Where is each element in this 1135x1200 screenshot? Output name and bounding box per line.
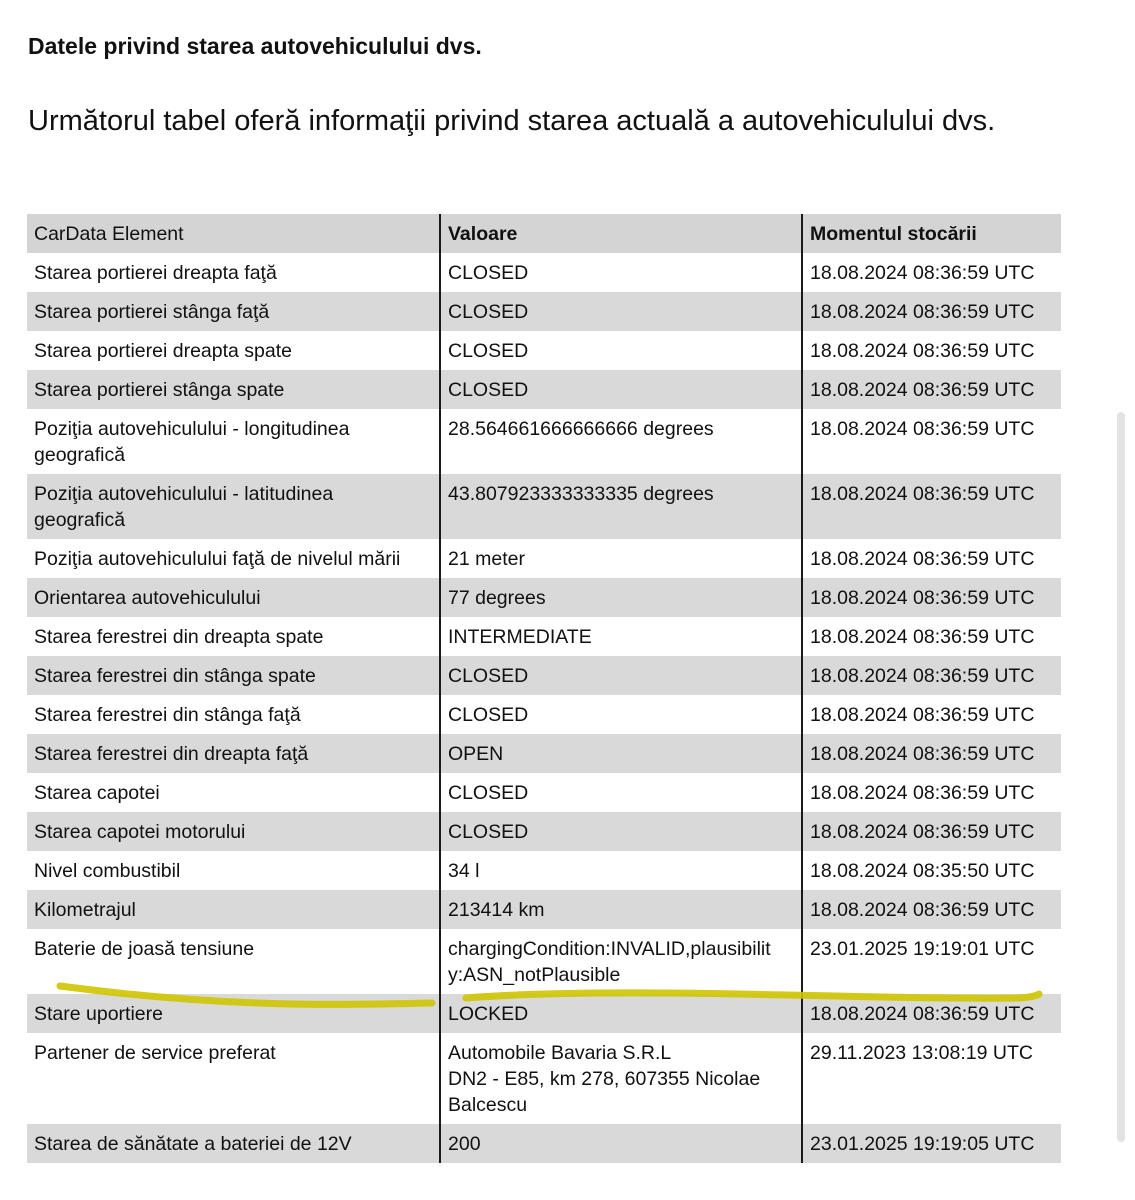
- cell-timestamp: 18.08.2024 08:36:59 UTC: [802, 292, 1061, 331]
- cell-value: LOCKED: [440, 994, 802, 1033]
- cell-value: OPEN: [440, 734, 802, 773]
- cell-element: Starea de sănătate a bateriei de 12V: [27, 1124, 440, 1163]
- cell-value: CLOSED: [440, 773, 802, 812]
- table-row: [27, 1124, 1061, 1163]
- table-row: [27, 994, 1061, 1033]
- cell-element: Starea portierei dreapta faţă: [27, 253, 440, 292]
- cell-element: Starea capotei motorului: [27, 812, 440, 851]
- column-header-value: Valoare: [440, 214, 802, 253]
- table-row: [27, 409, 1061, 474]
- table-row: [27, 929, 1061, 994]
- cell-element: Nivel combustibil: [27, 851, 440, 890]
- cell-timestamp: 18.08.2024 08:36:59 UTC: [802, 695, 1061, 734]
- cell-value: CLOSED: [440, 253, 802, 292]
- cell-value: 77 degrees: [440, 578, 802, 617]
- cell-value: 28.564661666666666 degrees: [440, 409, 802, 474]
- cell-timestamp: 18.08.2024 08:36:59 UTC: [802, 656, 1061, 695]
- table-row: [27, 253, 1061, 292]
- cell-timestamp: 23.01.2025 19:19:01 UTC: [802, 929, 1061, 994]
- table-row: [27, 370, 1061, 409]
- cell-timestamp: 18.08.2024 08:36:59 UTC: [802, 539, 1061, 578]
- cell-element: Poziţia autovehiculului - latitudinea geografică: [27, 474, 440, 539]
- table-row: [27, 617, 1061, 656]
- cell-element: Kilometrajul: [27, 890, 440, 929]
- cell-element: Starea portierei dreapta spate: [27, 331, 440, 370]
- table-row: [27, 578, 1061, 617]
- cell-timestamp: 18.08.2024 08:36:59 UTC: [802, 812, 1061, 851]
- table-row: [27, 292, 1061, 331]
- cell-element: Poziţia autovehiculului - longitudinea geografică: [27, 409, 440, 474]
- cell-value: chargingCondition:INVALID,plausibilit y:ASN_notPlausible: [440, 929, 802, 994]
- table-row: [27, 656, 1061, 695]
- cell-value: 213414 km: [440, 890, 802, 929]
- cell-value: 34 l: [440, 851, 802, 890]
- cell-timestamp: 18.08.2024 08:36:59 UTC: [802, 474, 1061, 539]
- cell-value: CLOSED: [440, 292, 802, 331]
- cell-timestamp: 23.01.2025 19:19:05 UTC: [802, 1124, 1061, 1163]
- cell-timestamp: 18.08.2024 08:36:59 UTC: [802, 253, 1061, 292]
- cell-timestamp: 18.08.2024 08:36:59 UTC: [802, 617, 1061, 656]
- cell-value: INTERMEDIATE: [440, 617, 802, 656]
- cell-value: 21 meter: [440, 539, 802, 578]
- cell-element: Stare uportiere: [27, 994, 440, 1033]
- cell-element: Baterie de joasă tensiune: [27, 929, 440, 994]
- cell-timestamp: 18.08.2024 08:36:59 UTC: [802, 890, 1061, 929]
- table-row: [27, 695, 1061, 734]
- cell-element: Starea ferestrei din stânga spate: [27, 656, 440, 695]
- cell-timestamp: 18.08.2024 08:36:59 UTC: [802, 773, 1061, 812]
- cell-element: Starea portierei stânga spate: [27, 370, 440, 409]
- cell-value: 43.807923333333335 degrees: [440, 474, 802, 539]
- cell-value: 200: [440, 1124, 802, 1163]
- cell-element: Starea ferestrei din dreapta faţă: [27, 734, 440, 773]
- cell-timestamp: 18.08.2024 08:36:59 UTC: [802, 734, 1061, 773]
- cell-value: CLOSED: [440, 695, 802, 734]
- cell-element: Starea portierei stânga faţă: [27, 292, 440, 331]
- cell-timestamp: 18.08.2024 08:36:59 UTC: [802, 370, 1061, 409]
- cell-value: CLOSED: [440, 331, 802, 370]
- cell-element: Starea capotei: [27, 773, 440, 812]
- cell-timestamp: 18.08.2024 08:35:50 UTC: [802, 851, 1061, 890]
- page-scrollbar[interactable]: [1117, 412, 1125, 1142]
- car-data-table: [27, 214, 1061, 1163]
- table-row: [27, 474, 1061, 539]
- table-row: [27, 890, 1061, 929]
- cell-value: Automobile Bavaria S.R.L DN2 - E85, km 278, 607355 Nicolae Balcescu: [440, 1033, 802, 1124]
- cell-element: Orientarea autovehiculului: [27, 578, 440, 617]
- cell-value: CLOSED: [440, 812, 802, 851]
- column-header-timestamp: Momentul stocării: [802, 214, 1061, 253]
- cell-timestamp: 18.08.2024 08:36:59 UTC: [802, 994, 1061, 1033]
- intro-text: Următorul tabel oferă informaţii privind starea actuală a autovehiculului dvs.: [28, 105, 996, 137]
- page-heading: Datele privind starea autovehiculului dvs.: [28, 33, 482, 59]
- table-row: [27, 812, 1061, 851]
- table-body: [27, 253, 1061, 1163]
- cell-element: Starea ferestrei din stânga faţă: [27, 695, 440, 734]
- cell-element: Partener de service preferat: [27, 1033, 440, 1124]
- table-row: [27, 773, 1061, 812]
- cell-timestamp: 18.08.2024 08:36:59 UTC: [802, 578, 1061, 617]
- table-row: [27, 539, 1061, 578]
- cell-timestamp: 18.08.2024 08:36:59 UTC: [802, 409, 1061, 474]
- table-row: [27, 851, 1061, 890]
- table-header-row: [27, 214, 1061, 253]
- cell-element: Poziţia autovehiculului faţă de nivelul mării: [27, 539, 440, 578]
- column-header-element: CarData Element: [27, 214, 440, 253]
- cell-value: CLOSED: [440, 370, 802, 409]
- table-row: [27, 331, 1061, 370]
- table-row: [27, 1033, 1061, 1124]
- cell-element: Starea ferestrei din dreapta spate: [27, 617, 440, 656]
- cell-timestamp: 18.08.2024 08:36:59 UTC: [802, 331, 1061, 370]
- table-row: [27, 734, 1061, 773]
- cell-timestamp: 29.11.2023 13:08:19 UTC: [802, 1033, 1061, 1124]
- cell-value: CLOSED: [440, 656, 802, 695]
